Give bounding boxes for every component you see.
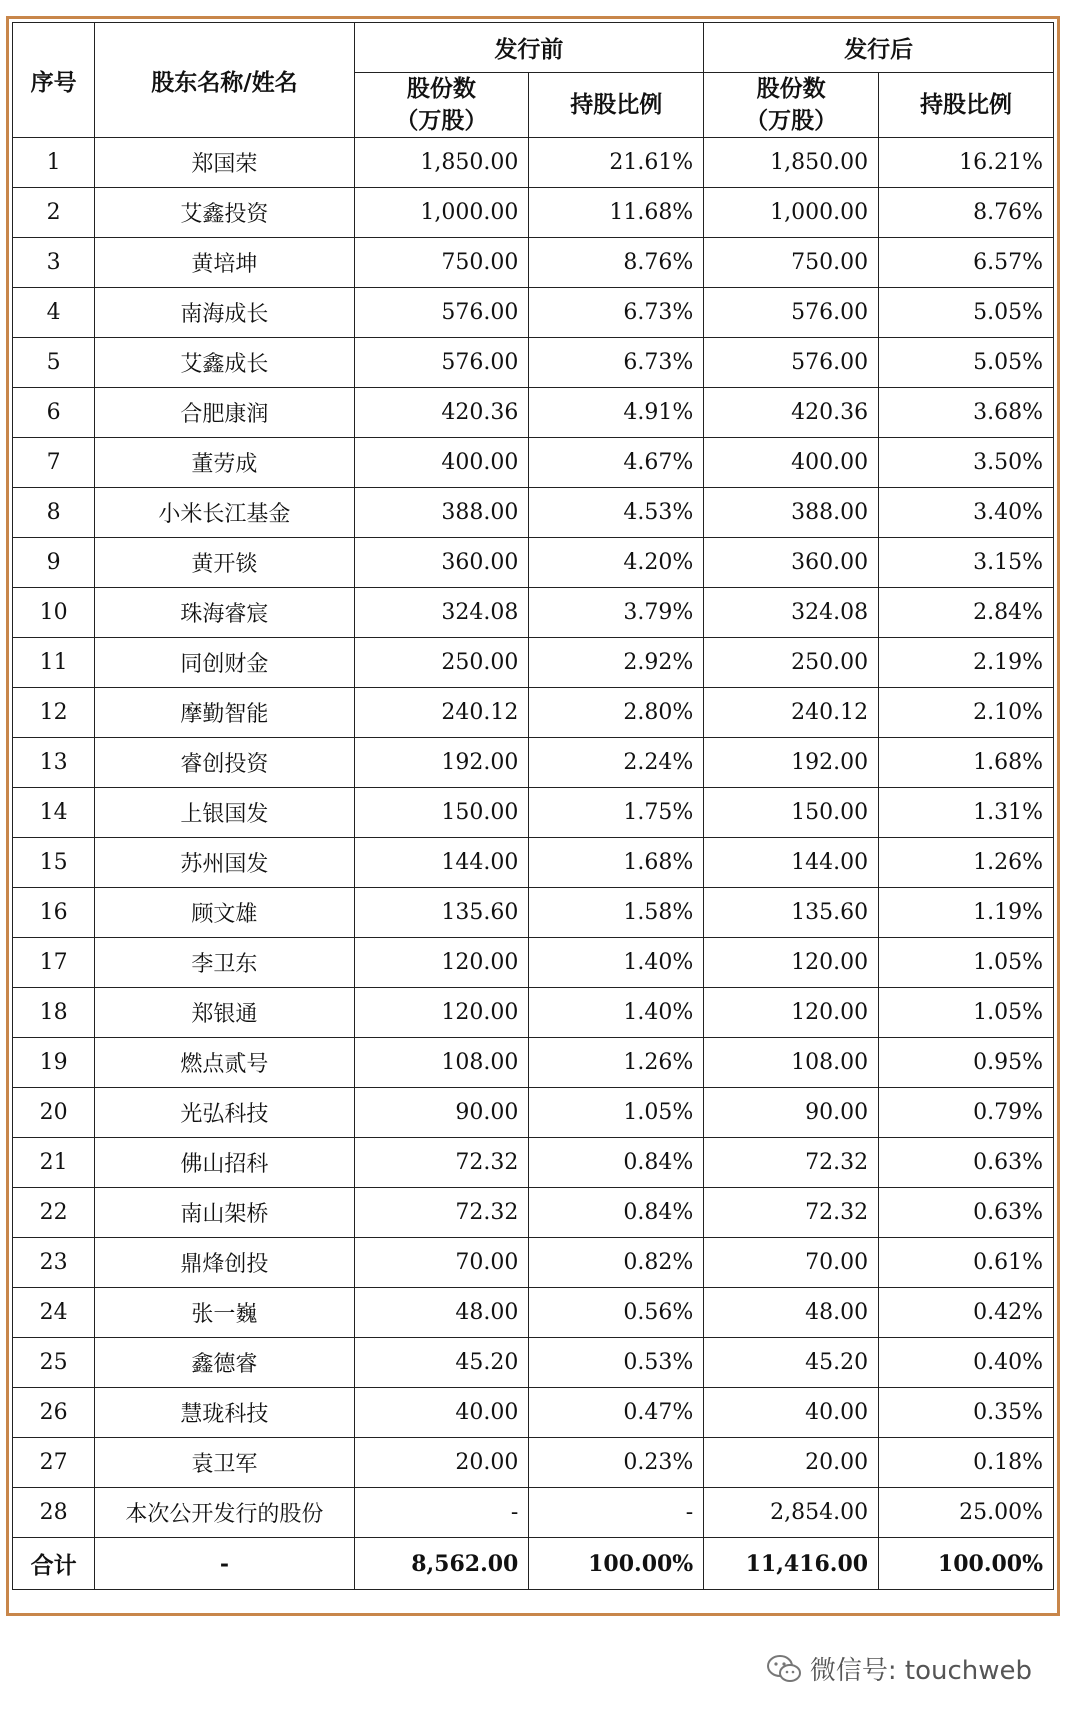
total-after-shares: 11,416.00 [704, 1538, 879, 1590]
shareholder-name: 袁卫军 [95, 1438, 354, 1488]
row-index: 9 [13, 538, 95, 588]
row-index: 11 [13, 638, 95, 688]
table-row [13, 1188, 1054, 1238]
after-shares: 40.00 [704, 1388, 879, 1438]
row-index: 16 [13, 888, 95, 938]
before-ratio: 21.61% [529, 138, 704, 188]
table-row [13, 1488, 1054, 1538]
after-ratio: 3.68% [879, 388, 1054, 438]
row-index: 12 [13, 688, 95, 738]
shareholder-name: 艾鑫成长 [95, 338, 354, 388]
after-ratio: 0.42% [879, 1288, 1054, 1338]
before-ratio: 1.68% [529, 838, 704, 888]
before-ratio: 2.92% [529, 638, 704, 688]
table-row [13, 1238, 1054, 1288]
after-shares: 750.00 [704, 238, 879, 288]
watermark [766, 1650, 1032, 1687]
row-index: 14 [13, 788, 95, 838]
after-ratio: 8.76% [879, 188, 1054, 238]
header-index: 序号 [13, 23, 95, 138]
before-ratio: 4.67% [529, 438, 704, 488]
table-row [13, 538, 1054, 588]
table-row [13, 1288, 1054, 1338]
row-index: 22 [13, 1188, 95, 1238]
after-ratio: 0.63% [879, 1188, 1054, 1238]
after-ratio: 6.57% [879, 238, 1054, 288]
before-shares: 1,850.00 [354, 138, 529, 188]
after-ratio: 5.05% [879, 338, 1054, 388]
after-shares: 48.00 [704, 1288, 879, 1338]
before-shares: 120.00 [354, 988, 529, 1038]
after-shares: 1,000.00 [704, 188, 879, 238]
after-shares: 72.32 [704, 1188, 879, 1238]
table-row [13, 588, 1054, 638]
table-row [13, 388, 1054, 438]
shareholder-name: 睿创投资 [95, 738, 354, 788]
header-after-shares [704, 73, 879, 138]
after-shares: 2,854.00 [704, 1488, 879, 1538]
before-ratio: 4.53% [529, 488, 704, 538]
shareholder-name: 顾文雄 [95, 888, 354, 938]
after-ratio: 3.40% [879, 488, 1054, 538]
shareholder-name: 南山架桥 [95, 1188, 354, 1238]
table-row [13, 1388, 1054, 1438]
table-row [13, 888, 1054, 938]
row-index: 23 [13, 1238, 95, 1288]
after-shares: 108.00 [704, 1038, 879, 1088]
row-index: 28 [13, 1488, 95, 1538]
before-shares: 72.32 [354, 1188, 529, 1238]
before-shares: 120.00 [354, 938, 529, 988]
shareholder-name: 郑国荣 [95, 138, 354, 188]
before-shares: 90.00 [354, 1088, 529, 1138]
before-ratio: 1.40% [529, 988, 704, 1038]
after-ratio: 0.35% [879, 1388, 1054, 1438]
after-shares: 388.00 [704, 488, 879, 538]
before-shares: 1,000.00 [354, 188, 529, 238]
after-shares: 324.08 [704, 588, 879, 638]
table-row [13, 688, 1054, 738]
before-shares: 144.00 [354, 838, 529, 888]
before-shares: 72.32 [354, 1138, 529, 1188]
table-row [13, 338, 1054, 388]
row-index: 21 [13, 1138, 95, 1188]
row-index: 4 [13, 288, 95, 338]
table-row [13, 1138, 1054, 1188]
after-ratio: 2.84% [879, 588, 1054, 638]
row-index: 27 [13, 1438, 95, 1488]
before-ratio: 0.47% [529, 1388, 704, 1438]
after-ratio: 1.05% [879, 988, 1054, 1038]
table-row [13, 738, 1054, 788]
before-shares: 576.00 [354, 288, 529, 338]
after-shares: 90.00 [704, 1088, 879, 1138]
table-row [13, 1338, 1054, 1388]
after-shares: 120.00 [704, 988, 879, 1038]
header-before-issue: 发行前 [354, 23, 704, 73]
before-shares: 40.00 [354, 1388, 529, 1438]
after-ratio: 2.19% [879, 638, 1054, 688]
after-shares: 45.20 [704, 1338, 879, 1388]
before-shares: 150.00 [354, 788, 529, 838]
after-ratio: 0.79% [879, 1088, 1054, 1138]
before-ratio: 4.20% [529, 538, 704, 588]
shareholder-name: 鑫德睿 [95, 1338, 354, 1388]
before-ratio: 3.79% [529, 588, 704, 638]
row-index: 8 [13, 488, 95, 538]
after-shares: 360.00 [704, 538, 879, 588]
after-ratio: 1.19% [879, 888, 1054, 938]
shareholder-name: 小米长江基金 [95, 488, 354, 538]
watermark-text: 微信号: touchweb [809, 1656, 1032, 1686]
shareholder-name: 同创财金 [95, 638, 354, 688]
header-before-ratio: 持股比例 [529, 73, 704, 138]
row-index: 24 [13, 1288, 95, 1338]
after-ratio: 0.95% [879, 1038, 1054, 1088]
table-row [13, 488, 1054, 538]
before-shares: 45.20 [354, 1338, 529, 1388]
before-shares: 70.00 [354, 1238, 529, 1288]
before-shares: 108.00 [354, 1038, 529, 1088]
shareholder-name: 慧珑科技 [95, 1388, 354, 1438]
after-ratio: 1.26% [879, 838, 1054, 888]
shareholder-name: 燃点贰号 [95, 1038, 354, 1088]
before-ratio: 0.56% [529, 1288, 704, 1338]
after-shares: 20.00 [704, 1438, 879, 1488]
header-before-shares [354, 73, 529, 138]
header-after-ratio: 持股比例 [879, 73, 1054, 138]
before-ratio: 6.73% [529, 288, 704, 338]
shareholder-name: 黄培坤 [95, 238, 354, 288]
before-ratio: 11.68% [529, 188, 704, 238]
shareholder-name: 鼎烽创投 [95, 1238, 354, 1288]
table-row [13, 438, 1054, 488]
after-shares: 400.00 [704, 438, 879, 488]
shareholder-name: 光弘科技 [95, 1088, 354, 1138]
header-name: 股东名称/姓名 [95, 23, 354, 138]
after-ratio: 0.63% [879, 1138, 1054, 1188]
table-row [13, 838, 1054, 888]
header-after-issue: 发行后 [704, 23, 1054, 73]
after-ratio: 0.18% [879, 1438, 1054, 1488]
after-shares: 420.36 [704, 388, 879, 438]
shareholder-name: 珠海睿宸 [95, 588, 354, 638]
before-ratio: 1.26% [529, 1038, 704, 1088]
after-shares: 250.00 [704, 638, 879, 688]
before-shares: 20.00 [354, 1438, 529, 1488]
shareholder-name: 董劳成 [95, 438, 354, 488]
after-shares: 144.00 [704, 838, 879, 888]
row-index: 17 [13, 938, 95, 988]
after-ratio: 1.05% [879, 938, 1054, 988]
table-row [13, 238, 1054, 288]
row-index: 19 [13, 1038, 95, 1088]
before-ratio: 0.23% [529, 1438, 704, 1488]
shareholder-name: 艾鑫投资 [95, 188, 354, 238]
before-shares: 576.00 [354, 338, 529, 388]
table-row [13, 938, 1054, 988]
table-row [13, 638, 1054, 688]
total-label: 合计 [13, 1538, 95, 1590]
row-index: 13 [13, 738, 95, 788]
row-index: 6 [13, 388, 95, 438]
after-ratio: 3.50% [879, 438, 1054, 488]
shareholder-name: 郑银通 [95, 988, 354, 1038]
before-ratio: 1.05% [529, 1088, 704, 1138]
after-shares: 576.00 [704, 338, 879, 388]
row-index: 7 [13, 438, 95, 488]
before-ratio: 2.24% [529, 738, 704, 788]
after-ratio: 1.31% [879, 788, 1054, 838]
after-ratio: 0.40% [879, 1338, 1054, 1388]
table-row [13, 138, 1054, 188]
row-index: 26 [13, 1388, 95, 1438]
after-ratio: 3.15% [879, 538, 1054, 588]
after-ratio: 0.61% [879, 1238, 1054, 1288]
shareholder-name: 苏州国发 [95, 838, 354, 888]
shareholder-name: 佛山招科 [95, 1138, 354, 1188]
table-row [13, 1088, 1054, 1138]
total-before-ratio: 100.00% [529, 1538, 704, 1590]
table-row [13, 788, 1054, 838]
before-shares: 388.00 [354, 488, 529, 538]
total-after-ratio: 100.00% [879, 1538, 1054, 1590]
before-shares: 750.00 [354, 238, 529, 288]
table-row [13, 988, 1054, 1038]
table-body [13, 138, 1054, 1538]
before-ratio: - [529, 1488, 704, 1538]
after-ratio: 16.21% [879, 138, 1054, 188]
before-ratio: 6.73% [529, 338, 704, 388]
before-shares: 48.00 [354, 1288, 529, 1338]
shareholder-name: 本次公开发行的股份 [95, 1488, 354, 1538]
table-row [13, 1438, 1054, 1488]
after-shares: 1,850.00 [704, 138, 879, 188]
before-ratio: 8.76% [529, 238, 704, 288]
before-ratio: 4.91% [529, 388, 704, 438]
table-row [13, 188, 1054, 238]
total-before-shares: 8,562.00 [354, 1538, 529, 1590]
shareholder-name: 摩勤智能 [95, 688, 354, 738]
after-shares: 150.00 [704, 788, 879, 838]
after-ratio: 2.10% [879, 688, 1054, 738]
before-shares: 240.12 [354, 688, 529, 738]
table-row [13, 1038, 1054, 1088]
wechat-icon [766, 1654, 802, 1684]
row-index: 10 [13, 588, 95, 638]
row-index: 25 [13, 1338, 95, 1388]
table-row [13, 288, 1054, 338]
shareholder-name: 合肥康润 [95, 388, 354, 438]
total-name: - [95, 1538, 354, 1590]
before-shares: 420.36 [354, 388, 529, 438]
shareholder-table [12, 22, 1054, 1590]
row-index: 20 [13, 1088, 95, 1138]
before-shares: - [354, 1488, 529, 1538]
row-index: 1 [13, 138, 95, 188]
before-shares: 250.00 [354, 638, 529, 688]
before-ratio: 1.75% [529, 788, 704, 838]
after-ratio: 25.00% [879, 1488, 1054, 1538]
header-shares-label: 股份数 （万股） [395, 76, 488, 134]
before-shares: 360.00 [354, 538, 529, 588]
row-index: 15 [13, 838, 95, 888]
shareholder-name: 张一巍 [95, 1288, 354, 1338]
row-index: 5 [13, 338, 95, 388]
before-ratio: 0.82% [529, 1238, 704, 1288]
row-index: 2 [13, 188, 95, 238]
shareholder-name: 黄开锬 [95, 538, 354, 588]
header-shares-label: 股份数 （万股） [745, 76, 838, 134]
shareholder-name: 李卫东 [95, 938, 354, 988]
shareholder-name: 南海成长 [95, 288, 354, 338]
after-shares: 72.32 [704, 1138, 879, 1188]
before-ratio: 0.53% [529, 1338, 704, 1388]
after-shares: 240.12 [704, 688, 879, 738]
before-ratio: 1.40% [529, 938, 704, 988]
before-ratio: 0.84% [529, 1188, 704, 1238]
after-shares: 192.00 [704, 738, 879, 788]
after-shares: 135.60 [704, 888, 879, 938]
before-ratio: 2.80% [529, 688, 704, 738]
before-shares: 400.00 [354, 438, 529, 488]
after-shares: 576.00 [704, 288, 879, 338]
before-shares: 324.08 [354, 588, 529, 638]
row-index: 18 [13, 988, 95, 1038]
total-row [13, 1538, 1054, 1590]
after-shares: 120.00 [704, 938, 879, 988]
before-shares: 135.60 [354, 888, 529, 938]
before-ratio: 0.84% [529, 1138, 704, 1188]
before-shares: 192.00 [354, 738, 529, 788]
after-shares: 70.00 [704, 1238, 879, 1288]
row-index: 3 [13, 238, 95, 288]
after-ratio: 5.05% [879, 288, 1054, 338]
after-ratio: 1.68% [879, 738, 1054, 788]
before-ratio: 1.58% [529, 888, 704, 938]
shareholder-name: 上银国发 [95, 788, 354, 838]
